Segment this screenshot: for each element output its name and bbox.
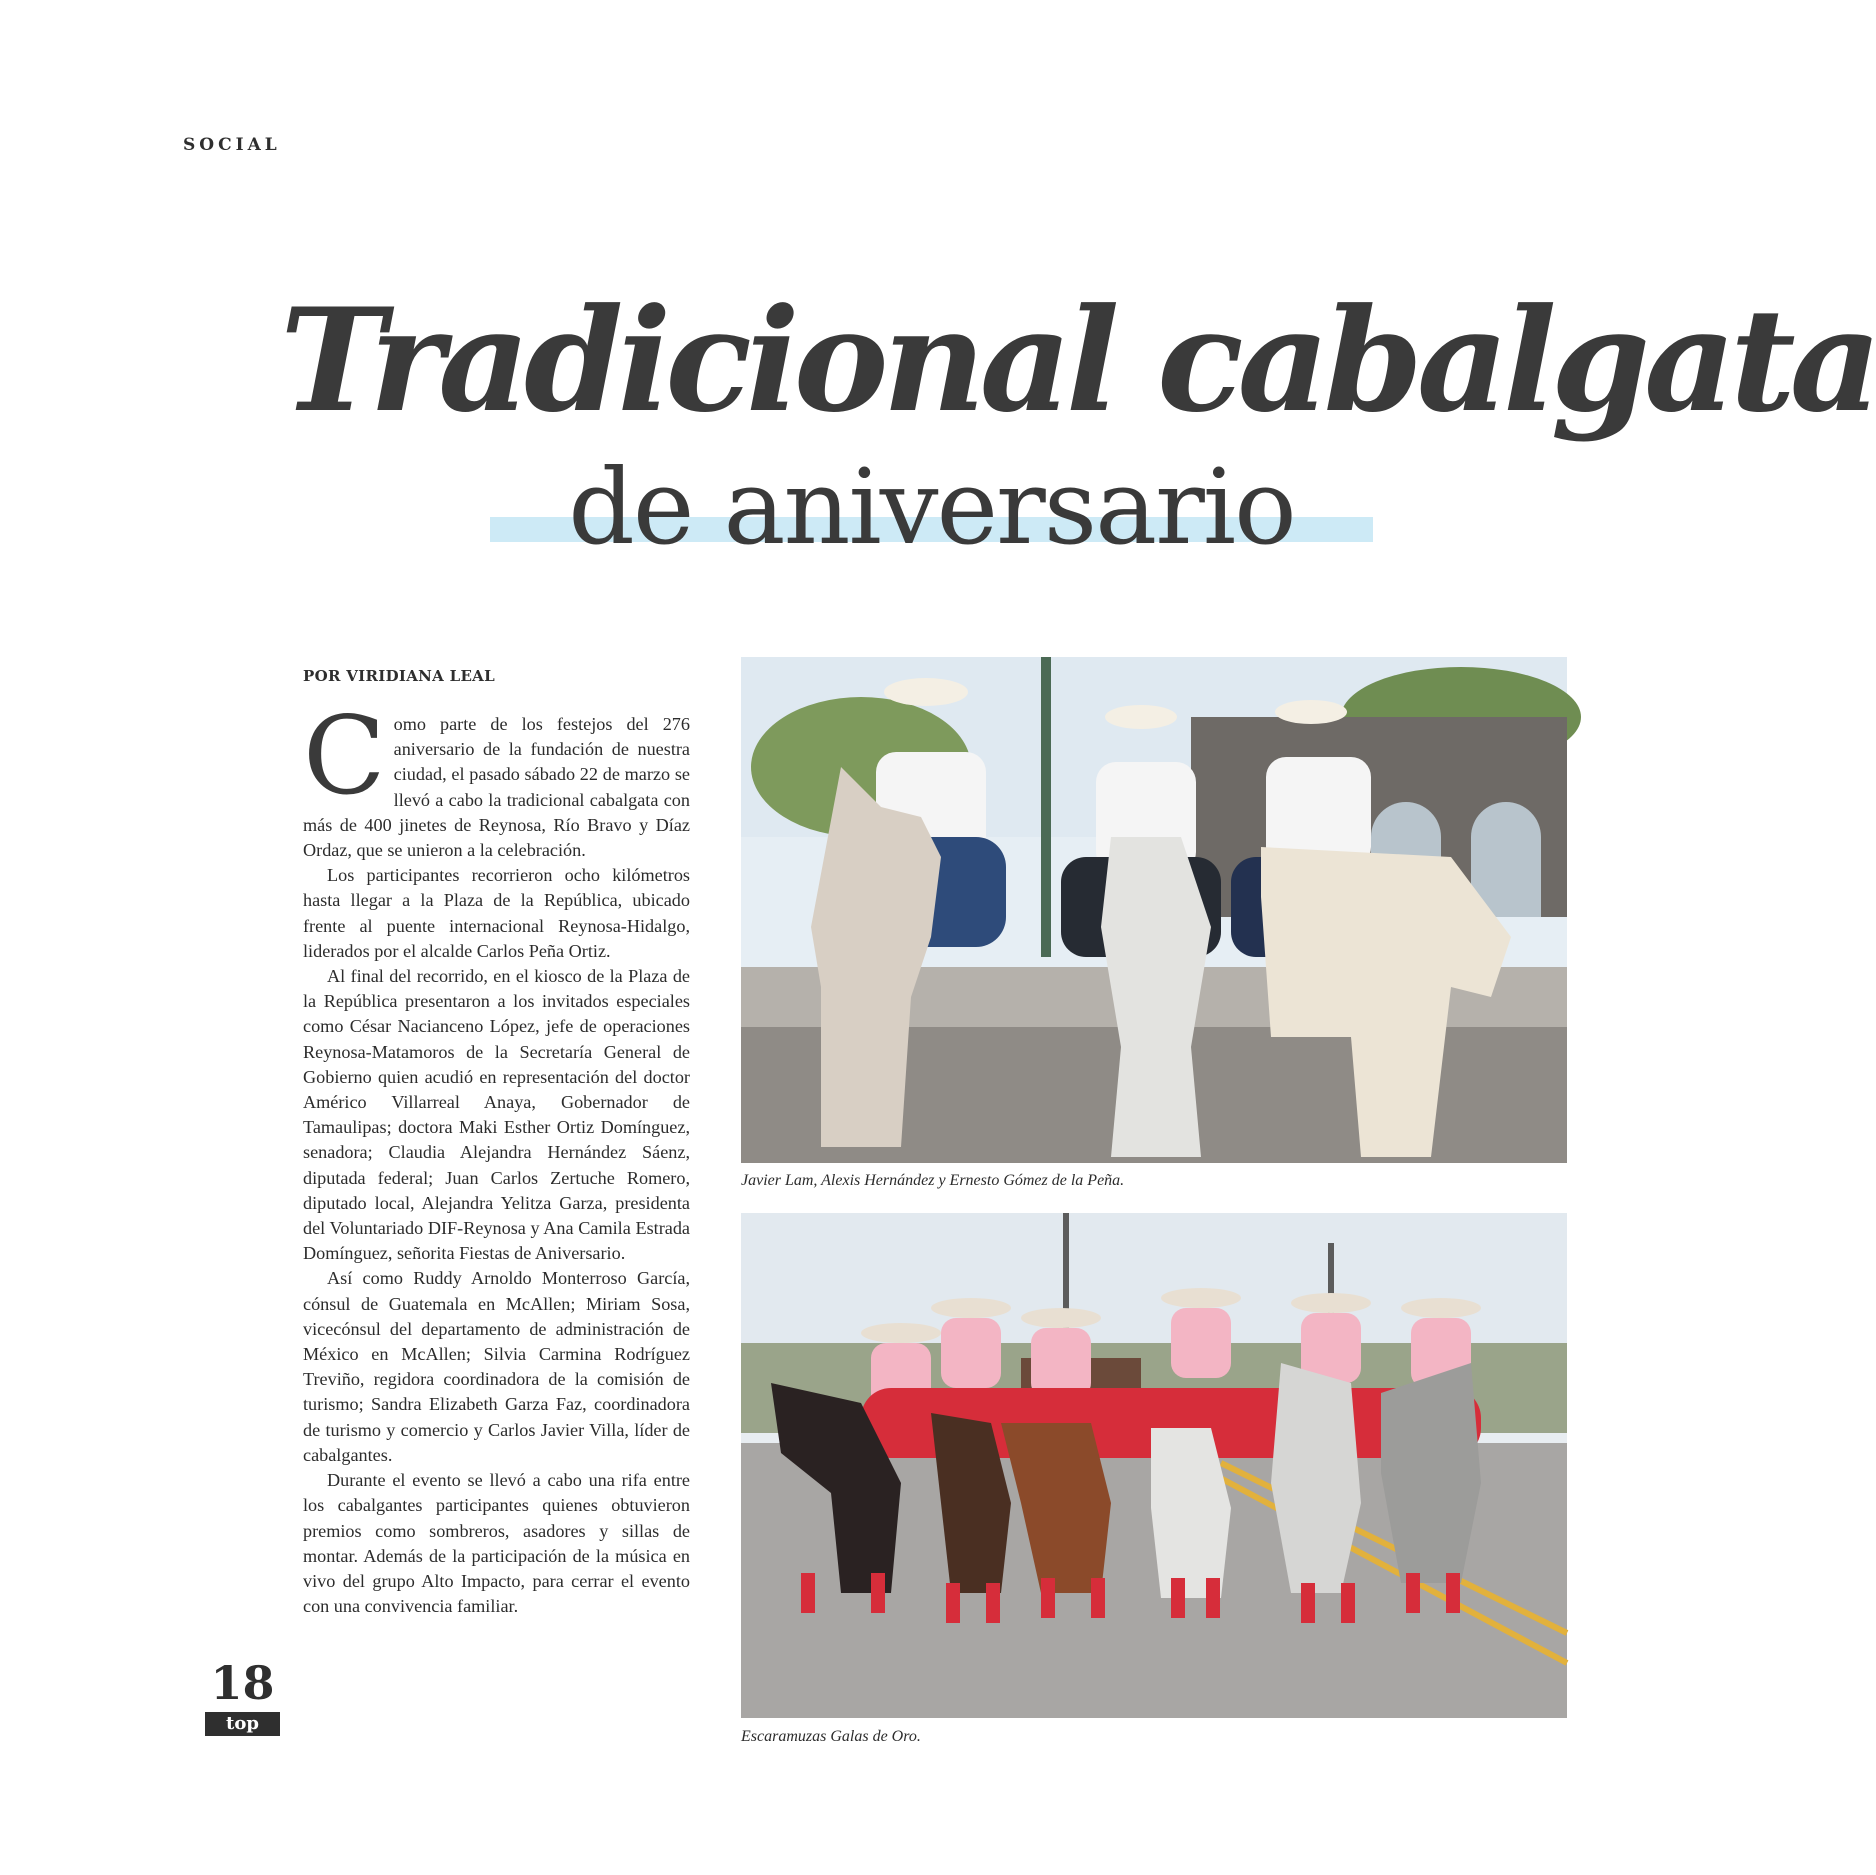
article-paragraph: Al final del recorrido, en el kiosco de la Plaza de la República presentaron a los invitados especiales como César Nacianceno López, jefe de operaciones Reynosa-Matamoros de la Secretaría General de Gobierno quien acudió en representación del doctor Américo Villarreal Anaya, Gobernador de Tamaulipas; doctora Maki Esther Ortiz Domínguez, senadora; Claudia Alejandra Hernández Sáenz, diputada federal; Juan Carlos Zertuche Romero, diputado local, Alejandra Yelitza Garza, presidenta del Voluntariado DIF-Reynosa y Ana Camila Estrada Domínguez, señorita Fiestas de Aniversario. <box>303 966 690 1264</box>
subheadline: de aniversario <box>568 446 1295 568</box>
article-paragraph: Durante el evento se llevó a cabo una rifa entre los cabalgantes participantes quienes obtuvieron premios como sombreros, asadores y sillas de montar. Además de la participación de la música en vivo del grupo Alto Impacto, para cerrar el evento con una convivencia familiar. <box>303 1470 690 1617</box>
byline: POR VIRIDIANA LEAL <box>303 667 495 685</box>
photo-escaramuzas <box>741 1213 1567 1718</box>
photo-caption: Escaramuzas Galas de Oro. <box>741 1728 921 1745</box>
photo-caption: Javier Lam, Alexis Hernández y Ernesto Gómez de la Peña. <box>741 1172 1125 1189</box>
article-paragraph: Así como Ruddy Arnoldo Monterroso García, cónsul de Guatemala en McAllen; Miriam Sosa, vicecónsul del departamento de administración de México en McAllen; Silvia Carmina Rodríguez Treviño, regidora coordinadora de la comisión de turismo; Sandra Elizabeth Garza Faz, coordinadora de turismo y comercio y Carlos Javier Villa, líder de cabalgantes. <box>303 1268 690 1465</box>
article-paragraph: Como parte de los festejos del 276 aniversario de la fundación de nuestra ciudad, el pasado sábado 22 de marzo se llevó a cabo la tradicional cabalgata con más de 400 jinetes de Reynosa, Río Bravo y Díaz Ordaz, que se unieron a la celebración. <box>303 694 690 861</box>
drop-cap: C <box>303 694 386 819</box>
magazine-tag: top <box>205 1712 280 1736</box>
page-number: 18 <box>210 1656 275 1710</box>
section-label: SOCIAL <box>183 135 281 155</box>
headline: Tradicional cabalgata <box>280 278 1876 444</box>
article-paragraph: Los participantes recorrieron ocho kilómetros hasta llegar a la Plaza de la República, ubicado frente al puente internacional Reynosa-Hidalgo, liderados por el alcalde Carlos Peña Ortiz. <box>303 865 690 961</box>
article-body <box>303 694 690 1619</box>
photo-riders <box>741 657 1567 1163</box>
